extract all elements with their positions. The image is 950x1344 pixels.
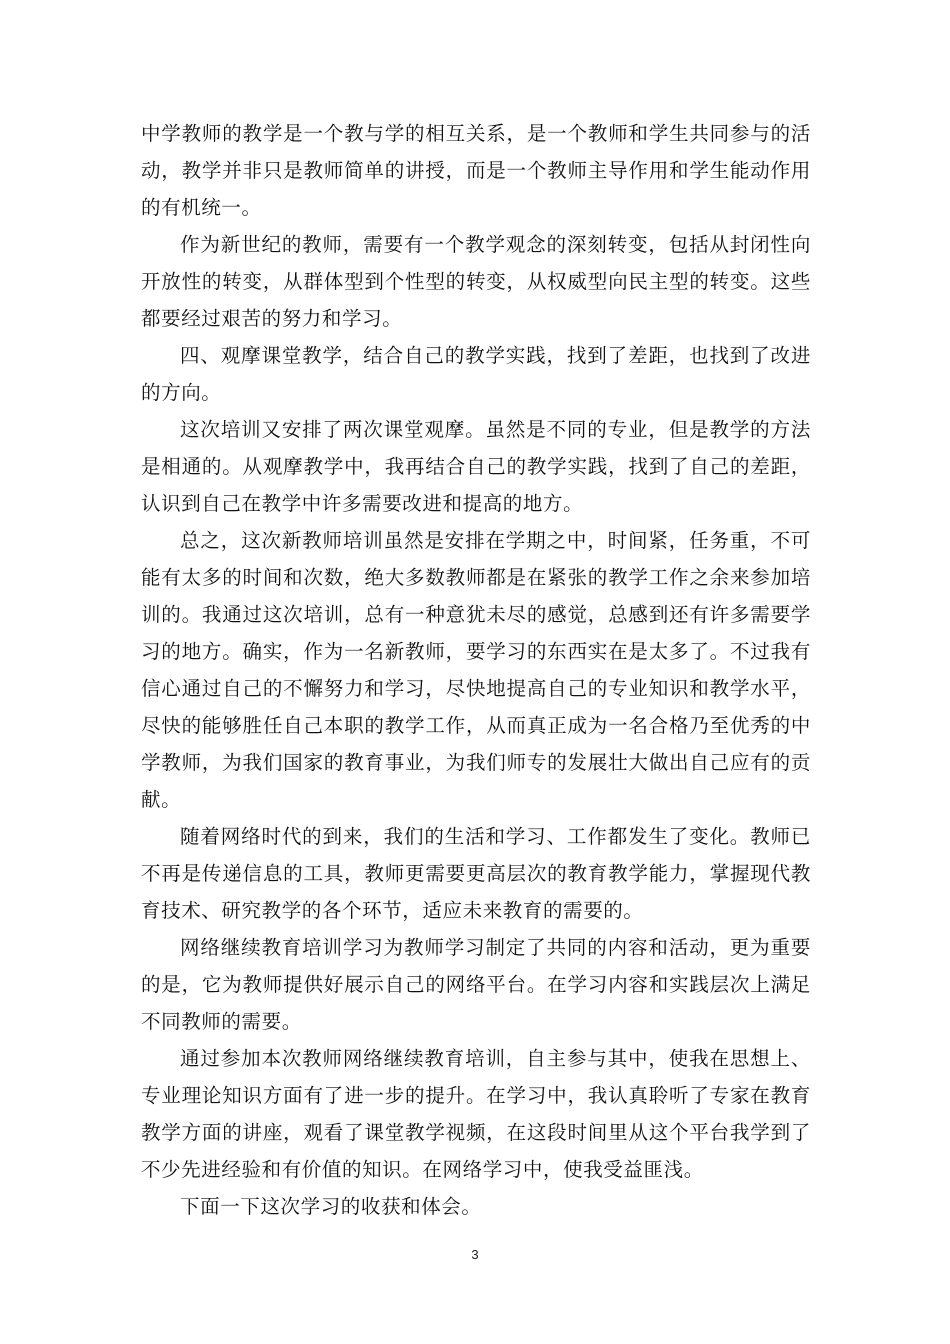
paragraph: 中学教师的教学是一个教与学的相互关系，是一个教师和学生共同参与的活动，教学并非只是教师简单的讲授，而是一个教师主导作用和学生能动作用的有机统一。 (141, 122, 811, 219)
paragraph: 网络继续教育培训学习为教师学习制定了共同的内容和活动，更为重要的是，它为教师提供好展示自己的网络平台。在学习内容和实践层次上满足不同教师的需要。 (141, 936, 811, 1033)
page-number: 3 (471, 1247, 479, 1262)
paragraph: 作为新世纪的教师，需要有一个教学观念的深刻转变，包括从封闭性向开放性的转变，从群体型到个性型的转变，从权威型向民主型的转变。这些都要经过艰苦的努力和学习。 (141, 233, 811, 330)
document-body (141, 115, 811, 1225)
paragraph: 通过参加本次教师网络继续教育培训，自主参与其中，使我在思想上、专业理论知识方面有了进一步的提升。在学习中，我认真聆听了专家在教育教学方面的讲座，观看了课堂教学视频，在这段时间里从这个平台我学到了不少先进经验和有价值的知识。在网络学习中，使我受益匪浅。 (141, 1047, 811, 1181)
section-heading-paragraph: 四、观摩课堂教学，结合自己的教学实践，找到了差距，也找到了改进的方向。 (141, 344, 811, 404)
paragraph: 下面一下这次学习的收获和体会。 (180, 1195, 482, 1218)
paragraph: 这次培训又安排了两次课堂观摩。虽然是不同的专业，但是教学的方法是相通的。从观摩教学中，我再结合自己的教学实践，找到了自己的差距，认识到自己在教学中许多需要改进和提高的地方。 (141, 418, 811, 515)
paragraph: 随着网络时代的到来，我们的生活和学习、工作都发生了变化。教师已不再是传递信息的工具，教师更需要更高层次的教育教学能力，掌握现代教育技术、研究教学的各个环节，适应未来教育的需要的。 (141, 825, 811, 922)
paragraph: 总之，这次新教师培训虽然是安排在学期之中，时间紧，任务重，不可能有太多的时间和次数，绝大多数教师都是在紧张的教学工作之余来参加培训的。我通过这次培训，总有一种意犹未尽的感觉，总感到还有许多需要学习的地方。确实，作为一名新教师，要学习的东西实在是太多了。不过我有信心通过自己的不懈努力和学习，尽快地提高自己的专业知识和教学水平，尽快的能够胜任自己本职的教学工作，从而真正成为一名合格乃至优秀的中学教师，为我们国家的教育事业，为我们师专的发展壮大做出自己应有的贡献。 (141, 529, 811, 811)
